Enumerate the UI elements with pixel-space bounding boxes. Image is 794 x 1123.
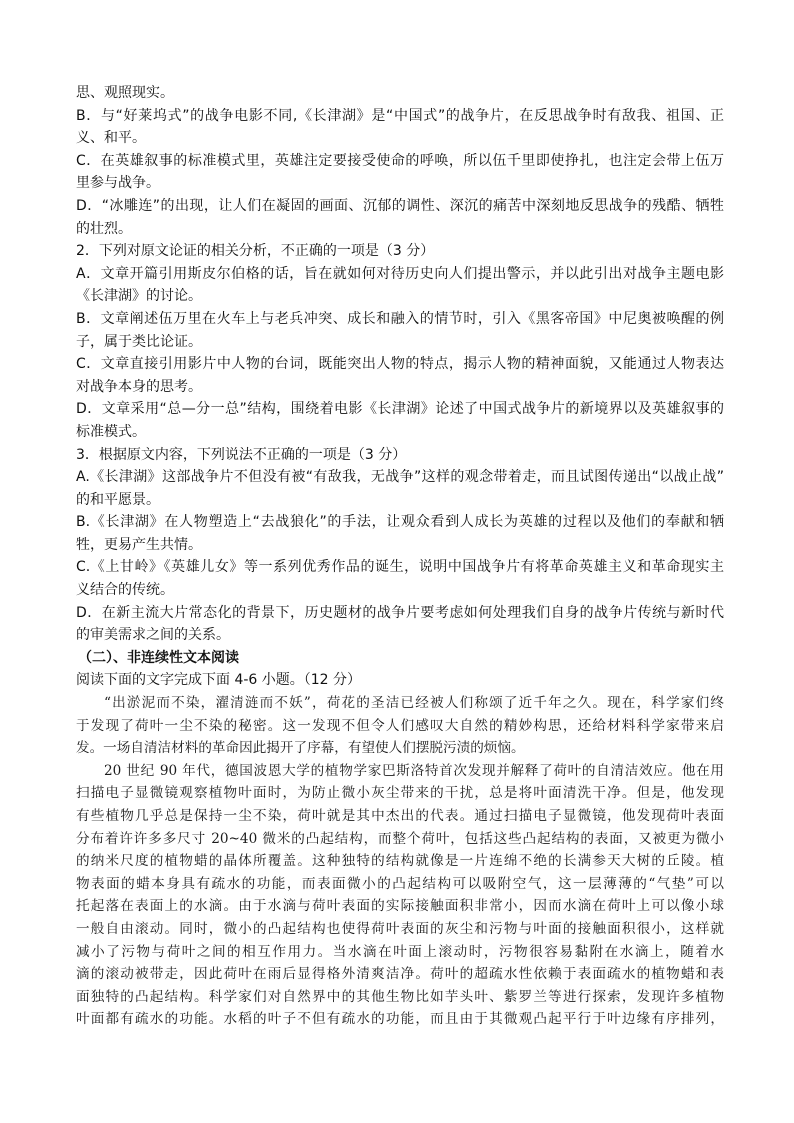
text-line: C．在英雄叙事的标准模式里，英雄注定要接受使命的呼唤，所以伍千里即使挣扎，也注定会带上伍万 (76, 152, 724, 169)
passage-line: 一般自由滚动。同时，微小的凸起结构也使得荷叶表面的灰尘和污物与叶面的接触面积很小，这样就 (76, 920, 724, 937)
section-heading: （二）、非连续性文本阅读 (78, 649, 239, 666)
text-line: 义结合的传统。 (76, 582, 174, 599)
passage-line: 分布着许许多多尺寸 20~40 微米的凸起结构，而整个荷叶，包括这些凸起结构的表面，又被更为微小 (76, 830, 724, 847)
passage-line: 扫描电子显微镜观察植物叶面时，为防止微小灰尘带来的干扰，总是将叶面清洗干净。但是，他发现 (76, 785, 724, 802)
passage-line: 滴的滚动被带走，因此荷叶在雨后显得格外清爽洁净。荷叶的超疏水性依赖于表面疏水的植物蜡和表 (76, 966, 724, 983)
text-line: 义、和平。 (76, 130, 146, 147)
passage-line: “出淤泥而不染，濯清涟而不妖”，荷花的圣洁已经被人们称颂了近千年之久。现在，科学家们终 (104, 695, 724, 712)
text-line: B.《长津湖》在人物塑造上“去战狼化”的手法，让观众看到人成长为英雄的过程以及他们的奉献和牺 (76, 514, 724, 531)
text-line: 的审美需求之间的关系。 (76, 627, 230, 644)
text-line: 《长津湖》的讨论。 (76, 288, 202, 305)
text-line: A.《长津湖》这部战争片不但没有被“有敌我，无战争”这样的观念带着走，而且试图传递出“以战止战” (76, 469, 724, 486)
reading-instruction: 阅读下面的文字完成下面 4-6 小题。（12 分） (76, 672, 362, 689)
text-line: D．“冰雕连”的出现，让人们在凝固的画面、沉郁的调性、深沉的痛苦中深刻地反思战争的残酷、牺牲 (76, 197, 724, 214)
passage-line: 面独特的凸起结构。科学家们对自然界中的其他生物比如芋头叶、紫罗兰等进行探索，发现许多植物 (76, 988, 724, 1005)
text-line: 里参与战争。 (76, 175, 160, 192)
text-line: 3．根据原文内容，下列说法不正确的一项是（3 分） (76, 446, 407, 463)
text-line: C.《上甘岭》《英雄儿女》等一系列优秀作品的诞生，说明中国战争片有将革命英雄主义和革命现实主 (76, 559, 724, 576)
text-line: 标准模式。 (76, 423, 146, 440)
passage-line: 物表面的蜡本身具有疏水的功能，而表面微小的凸起结构可以吸附空气，这一层薄薄的“气垫”可以 (76, 875, 724, 892)
passage-line: 发。一场自清洁材料的革命因此揭开了序幕，有望使人们摆脱污渍的烦恼。 (76, 740, 525, 757)
text-line: 对战争本身的思考。 (76, 378, 202, 395)
passage-line: 托起落在表面上的水滴。由于水滴与荷叶表面的实际接触面积非常小，因而水滴在荷叶上可以像小球 (76, 898, 724, 915)
question-options (76, 82, 724, 647)
text-line: 牲，更易产生共情。 (76, 536, 202, 553)
text-line: A．文章开篇引用斯皮尔伯格的话，旨在就如何对待历史向人们提出警示，并以此引出对战争主题电影 (76, 265, 724, 282)
passage-line: 叶面都有疏水的功能。水稻的叶子不但有疏水的功能，而且由于其微观凸起平行于叶边缘有序排列， (76, 1011, 724, 1028)
text-line: 子，属于类比论证。 (76, 333, 202, 350)
text-line: 2．下列对原文论证的相关分析，不正确的一项是（3 分） (76, 243, 435, 260)
passage-line: 的纳米尺度的植物蜡的晶体所覆盖。这种独特的结构就像是一片连绵不绝的长满参天大树的丘陵。植 (76, 853, 724, 870)
passage-line: 20 世纪 90 年代，德国波恩大学的植物学家巴斯洛特首次发现并解释了荷叶的自清洁效应。他在用 (104, 762, 724, 779)
text-line: D．在新主流大片常态化的背景下，历史题材的战争片要考虑如何处理我们自身的战争片传统与新时代 (76, 604, 724, 621)
reading-passage (76, 692, 724, 1031)
text-line: C．文章直接引用影片中人物的台词，既能突出人物的特点，揭示人物的精神面貌，又能通过人物表达 (76, 356, 724, 373)
passage-line: 减小了污物与荷叶之间的相互作用力。当水滴在叶面上滚动时，污物很容易黏附在水滴上，随着水 (76, 943, 724, 960)
text-line: 思、观照现实。 (76, 85, 174, 101)
text-line: D．文章采用“总—分一总”结构，围绕着电影《长津湖》论述了中国式战争片的新境界以及英雄叙事的 (76, 401, 724, 418)
text-line: B．文章阐述伍万里在火车上与老兵冲突、成长和融入的情节时，引入《黑客帝国》中尼奥被唤醒的例 (76, 310, 724, 327)
passage-line: 有些植物几乎总是保持一尘不染，荷叶就是其中杰出的代表。通过扫描电子显微镜，他发现荷叶表面 (76, 808, 724, 824)
text-line: 的和平愿景。 (76, 491, 160, 508)
text-line: B．与“好莱坞式”的战争电影不同,《长津湖》是“中国式”的战争片，在反思战争时有敌我、祖国、正 (76, 107, 724, 124)
text-line: 的壮烈。 (76, 220, 132, 237)
passage-line: 于发现了荷叶一尘不染的秘密。这一发现不但令人们感叹大自然的精妙构思，还给材料科学家带来启 (76, 717, 724, 734)
